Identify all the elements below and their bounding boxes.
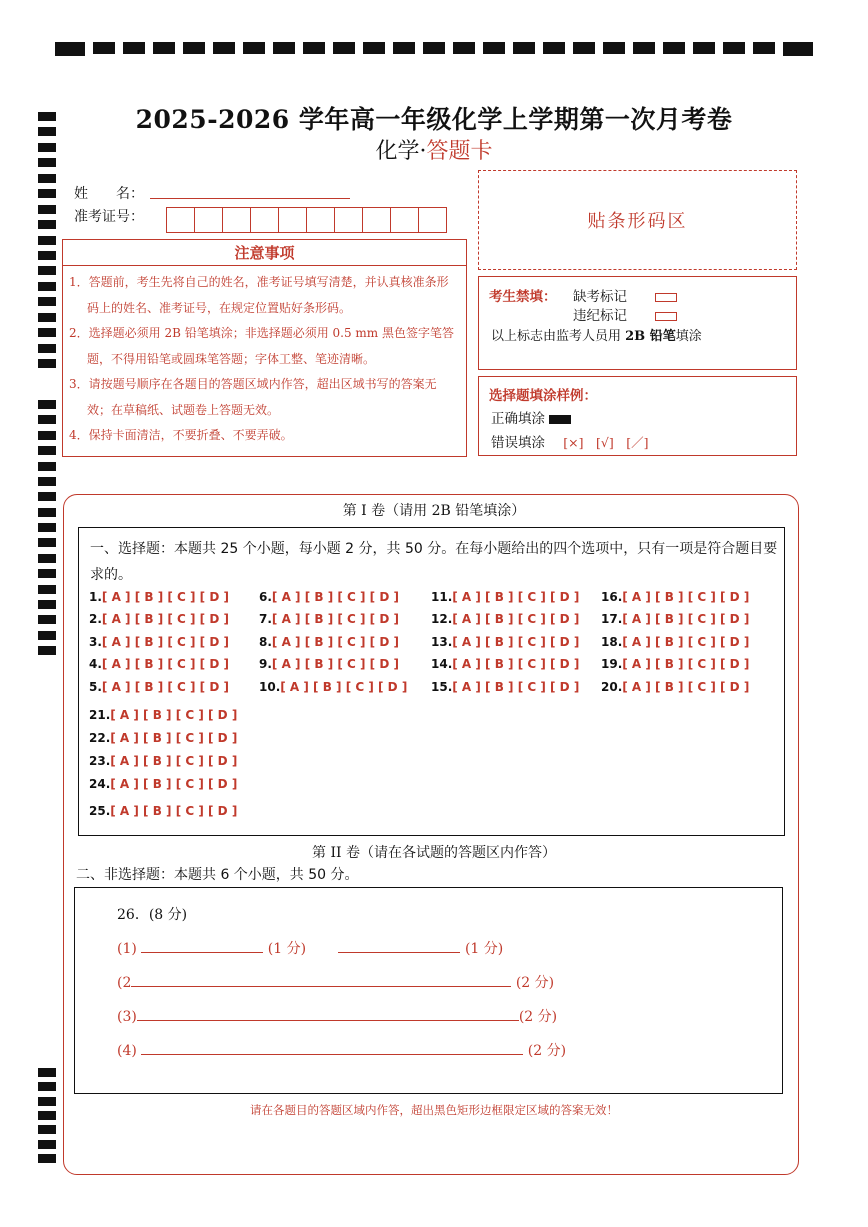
proctor-note-post: 填涂: [675, 329, 702, 344]
mcq-options[interactable]: [ A ] [ B ] [ C ] [ D ]: [622, 657, 750, 671]
subtitle-subject: 化学·: [375, 139, 427, 164]
mcq-options[interactable]: [ A ] [ B ] [ C ] [ D ]: [622, 680, 750, 694]
correct-fill-label: 正确填涂: [491, 411, 545, 427]
exam-id-boxes[interactable]: [166, 207, 446, 233]
proctor-note: [491, 325, 702, 344]
mcq-question-6[interactable]: [259, 590, 399, 604]
barcode-area: [478, 170, 797, 270]
mcq-options[interactable]: [ A ] [ B ] [ C ] [ D ]: [101, 612, 229, 626]
mcq-question-13[interactable]: [431, 635, 579, 649]
mcq-question-12[interactable]: [431, 612, 579, 626]
page-title: 2025-2026 学年高一年级化学上学期第一次月考卷: [135, 105, 733, 134]
correct-fill-row: [491, 407, 571, 427]
mcq-question-number: 5.: [89, 680, 102, 694]
mcq-options[interactable]: [ A ] [ B ] [ C ] [ D ]: [110, 804, 238, 818]
name-label: 姓 名：: [74, 186, 144, 202]
answer-4-points: (2 分): [527, 1043, 567, 1059]
absent-mark-label: 缺考标记: [573, 289, 627, 305]
answer-2-blank[interactable]: [131, 973, 511, 987]
mcq-question-number: 22.: [89, 731, 111, 745]
answer-4-label: (4): [117, 1043, 137, 1059]
mcq-question-number: 11.: [431, 590, 453, 604]
answer-4-blank[interactable]: [141, 1041, 523, 1055]
mcq-question-5[interactable]: [89, 680, 229, 694]
mcq-question-20[interactable]: [601, 680, 749, 694]
absent-mark-row: [573, 285, 677, 305]
filled-mark-icon: [549, 415, 571, 424]
mcq-question-18[interactable]: [601, 635, 749, 649]
answer-line-3: [117, 1006, 557, 1026]
mcq-options[interactable]: [ A ] [ B ] [ C ] [ D ]: [452, 635, 580, 649]
notice-title: 注意事项: [63, 240, 466, 266]
mcq-question-number: 19.: [601, 657, 623, 671]
answer-1a-blank[interactable]: [141, 939, 263, 953]
notice-panel: [62, 239, 467, 457]
part2-instruction: 二、非选择题：本题共 6 个小题，共 50 分。: [76, 867, 359, 883]
mcq-question-number: 17.: [601, 612, 623, 626]
mcq-question-25[interactable]: [89, 804, 237, 818]
footer-note: 请在各题目的答题区域内作答，超出黑色矩形边框限定区域的答案无效！: [250, 1103, 618, 1117]
mcq-options[interactable]: [ A ] [ B ] [ C ] [ D ]: [110, 754, 238, 768]
proctor-only-panel: [478, 276, 797, 370]
mcq-question-16[interactable]: [601, 590, 749, 604]
mcq-options[interactable]: [ A ] [ B ] [ C ] [ D ]: [622, 635, 750, 649]
mcq-options[interactable]: [ A ] [ B ] [ C ] [ D ]: [101, 635, 229, 649]
answer-3-label: (3): [117, 1009, 137, 1025]
mcq-question-number: 8.: [259, 635, 272, 649]
answer-line-2: [117, 972, 554, 992]
mcq-question-17[interactable]: [601, 612, 749, 626]
mcq-options[interactable]: [ A ] [ B ] [ C ] [ D ]: [101, 657, 229, 671]
violation-mark-label: 违纪标记: [573, 308, 627, 324]
mcq-options[interactable]: [ A ] [ B ] [ C ] [ D ]: [452, 657, 580, 671]
top-timing-marks: [55, 42, 813, 56]
mcq-question-24[interactable]: [89, 777, 237, 791]
mcq-options[interactable]: [ A ] [ B ] [ C ] [ D ]: [622, 612, 750, 626]
part1-title: 第 I 卷（请用 2B 铅笔填涂）: [342, 503, 526, 519]
mcq-options[interactable]: [ A ] [ B ] [ C ] [ D ]: [110, 731, 238, 745]
answer-3-points: (2 分): [518, 1009, 558, 1025]
wrong-fill-label: 错误填涂: [491, 435, 545, 451]
mcq-question-number: 6.: [259, 590, 272, 604]
answer-1a-points: (1 分): [267, 941, 307, 957]
name-field[interactable]: [150, 198, 350, 199]
mcq-question-number: 4.: [89, 657, 102, 671]
mcq-question-number: 7.: [259, 612, 272, 626]
mcq-question-number: 10.: [259, 680, 281, 694]
page-subtitle: [0, 134, 868, 165]
mcq-options[interactable]: [ A ] [ B ] [ C ] [ D ]: [271, 612, 399, 626]
proctor-note-bold: 2B 铅笔: [625, 329, 676, 344]
answer-line-4: [117, 1040, 566, 1060]
mcq-question-21[interactable]: [89, 708, 237, 722]
mcq-question-1[interactable]: [89, 590, 229, 604]
mcq-question-23[interactable]: [89, 754, 237, 768]
barcode-label: 贴条形码区: [587, 211, 688, 232]
answer-2-points: (2 分): [515, 975, 555, 991]
answer-line-1: [117, 938, 503, 958]
answer-1b-blank[interactable]: [338, 939, 460, 953]
subtitle-card: 答题卡: [426, 139, 493, 164]
mcq-question-number: 25.: [89, 804, 111, 818]
mcq-question-8[interactable]: [259, 635, 399, 649]
proctor-note-pre: 以上标志由监考人员用: [491, 329, 626, 344]
exam-id-label: 准考证号：: [74, 209, 144, 225]
wrong-fill-row: [491, 431, 649, 451]
mcq-options[interactable]: [ A ] [ B ] [ C ] [ D ]: [101, 680, 229, 694]
mcq-options[interactable]: [ A ] [ B ] [ C ] [ D ]: [452, 612, 580, 626]
answer-1b-points: (1 分): [464, 941, 504, 957]
mcq-question-14[interactable]: [431, 657, 579, 671]
mcq-question-2[interactable]: [89, 612, 229, 626]
absent-mark-box[interactable]: [655, 293, 677, 302]
question-26-header: 26．(8 分): [117, 907, 188, 923]
notice-item: 2．选择题必须用 2B 铅笔填涂；非选择题必须用 0.5 mm 黑色签字笔答题，不得用铅笔或圆珠笔答题；字体工整、笔迹清晰。: [69, 326, 455, 366]
notice-item: 1．答题前，考生先将自己的姓名，准考证号填写清楚，并认真核准条形码上的姓名、准考证号，在规定位置贴好条形码。: [69, 275, 449, 315]
mcq-options[interactable]: [ A ] [ B ] [ C ] [ D ]: [452, 590, 580, 604]
violation-mark-box[interactable]: [655, 312, 677, 321]
mcq-options[interactable]: [ A ] [ B ] [ C ] [ D ]: [280, 680, 408, 694]
mcq-question-number: 3.: [89, 635, 102, 649]
mcq-question-number: 13.: [431, 635, 453, 649]
answer-3-blank[interactable]: [137, 1007, 519, 1021]
mcq-options[interactable]: [ A ] [ B ] [ C ] [ D ]: [110, 708, 238, 722]
mcq-question-4[interactable]: [89, 657, 229, 671]
mcq-question-7[interactable]: [259, 612, 399, 626]
notice-item: 4．保持卡面清洁，不要折叠、不要弄破。: [69, 428, 293, 442]
mcq-question-11[interactable]: [431, 590, 579, 604]
mcq-options[interactable]: [ A ] [ B ] [ C ] [ D ]: [110, 777, 238, 791]
mcq-options[interactable]: [ A ] [ B ] [ C ] [ D ]: [101, 590, 229, 604]
mcq-options[interactable]: [ A ] [ B ] [ C ] [ D ]: [271, 657, 399, 671]
mcq-question-number: 24.: [89, 777, 111, 791]
mcq-question-number: 1.: [89, 590, 102, 604]
mcq-question-number: 14.: [431, 657, 453, 671]
mcq-question-number: 12.: [431, 612, 453, 626]
proctor-only-label: 考生禁填：: [489, 289, 557, 305]
part2-title: 第 II 卷（请在各试题的答题区内作答）: [312, 845, 556, 861]
wrong-fill-marks: [×] [√] [／]: [563, 435, 649, 450]
mcq-options[interactable]: [ A ] [ B ] [ C ] [ D ]: [271, 635, 399, 649]
mcq-question-number: 15.: [431, 680, 453, 694]
mcq-options[interactable]: [ A ] [ B ] [ C ] [ D ]: [271, 590, 399, 604]
answer-2-label: (2: [117, 975, 132, 991]
mcq-question-9[interactable]: [259, 657, 399, 671]
mcq-question-number: 16.: [601, 590, 623, 604]
mcq-question-19[interactable]: [601, 657, 749, 671]
mcq-question-22[interactable]: [89, 731, 237, 745]
answer-1-label: (1): [117, 941, 137, 957]
mcq-question-15[interactable]: [431, 680, 579, 694]
mcq-question-number: 23.: [89, 754, 111, 768]
mcq-question-number: 18.: [601, 635, 623, 649]
notice-item: 3．请按题号顺序在各题目的答题区域内作答，超出区域书写的答案无效；在草稿纸、试题卷上答题无效。: [69, 377, 437, 417]
violation-mark-row: [573, 304, 677, 324]
fill-sample-title: 选择题填涂样例：: [489, 388, 597, 404]
mcq-question-number: 21.: [89, 708, 111, 722]
mcq-question-number: 20.: [601, 680, 623, 694]
left-timing-marks-middle: [38, 400, 56, 655]
mcq-instruction: 一、选择题：本题共 25 个小题，每小题 2 分，共 50 分。在每小题给出的四个选项中，只有一项是符合题目要求的。: [90, 541, 778, 583]
fill-sample-panel: [478, 376, 797, 456]
mcq-question-number: 2.: [89, 612, 102, 626]
mcq-options[interactable]: [ A ] [ B ] [ C ] [ D ]: [452, 680, 580, 694]
mcq-question-number: 9.: [259, 657, 272, 671]
mcq-question-3[interactable]: [89, 635, 229, 649]
mcq-question-10[interactable]: [259, 680, 407, 694]
mcq-options[interactable]: [ A ] [ B ] [ C ] [ D ]: [622, 590, 750, 604]
open-answer-box: [74, 887, 783, 1094]
